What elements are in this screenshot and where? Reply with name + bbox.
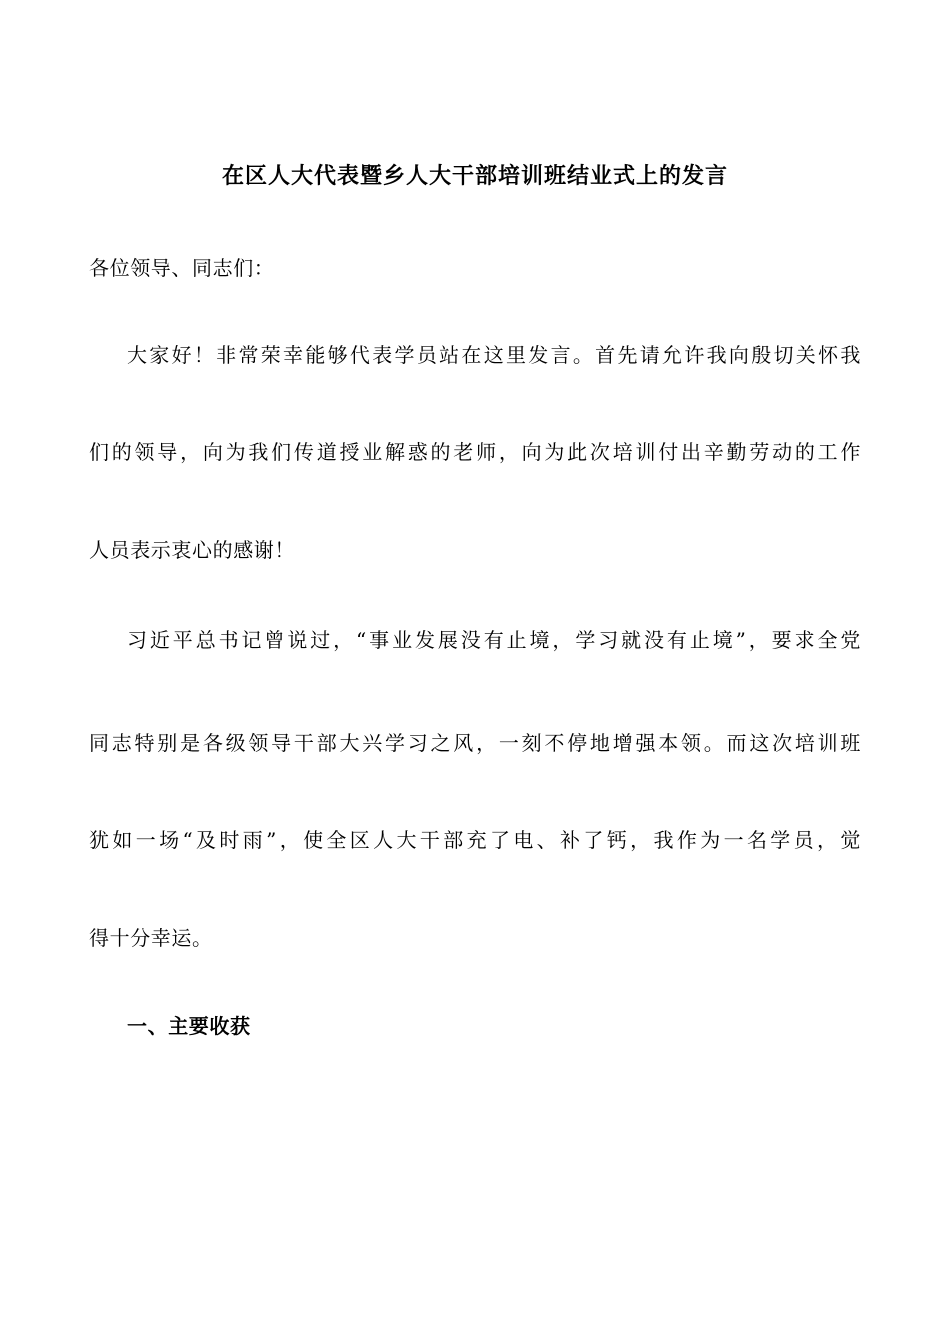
paragraph-2-line-4: 得十分幸运。 — [89, 926, 213, 950]
salutation: 各位领导、同志们： — [89, 256, 275, 280]
paragraph-1-line-3: 人员表示衷心的感谢！ — [89, 538, 295, 562]
paragraph-2-line-2: 同志特别是各级领导干部大兴学习之风，一刻不停地增强本领。而这次培训班 — [89, 731, 861, 755]
document-title: 在区人大代表暨乡人大干部培训班结业式上的发言 — [221, 163, 728, 189]
paragraph-1-line-1: 大家好！非常荣幸能够代表学员站在这里发言。首先请允许我向殷切关怀我 — [127, 343, 861, 367]
paragraph-1-line-2: 们的领导，向为我们传道授业解惑的老师，向为此次培训付出辛勤劳动的工作 — [89, 440, 861, 464]
section-heading: 一、主要收获 — [127, 1014, 251, 1038]
paragraph-2-line-1: 习近平总书记曾说过，“事业发展没有止境，学习就没有止境”，要求全党 — [127, 628, 861, 652]
paragraph-2-line-3: 犹如一场“及时雨”，使全区人大干部充了电、补了钙，我作为一名学员，觉 — [89, 828, 861, 852]
